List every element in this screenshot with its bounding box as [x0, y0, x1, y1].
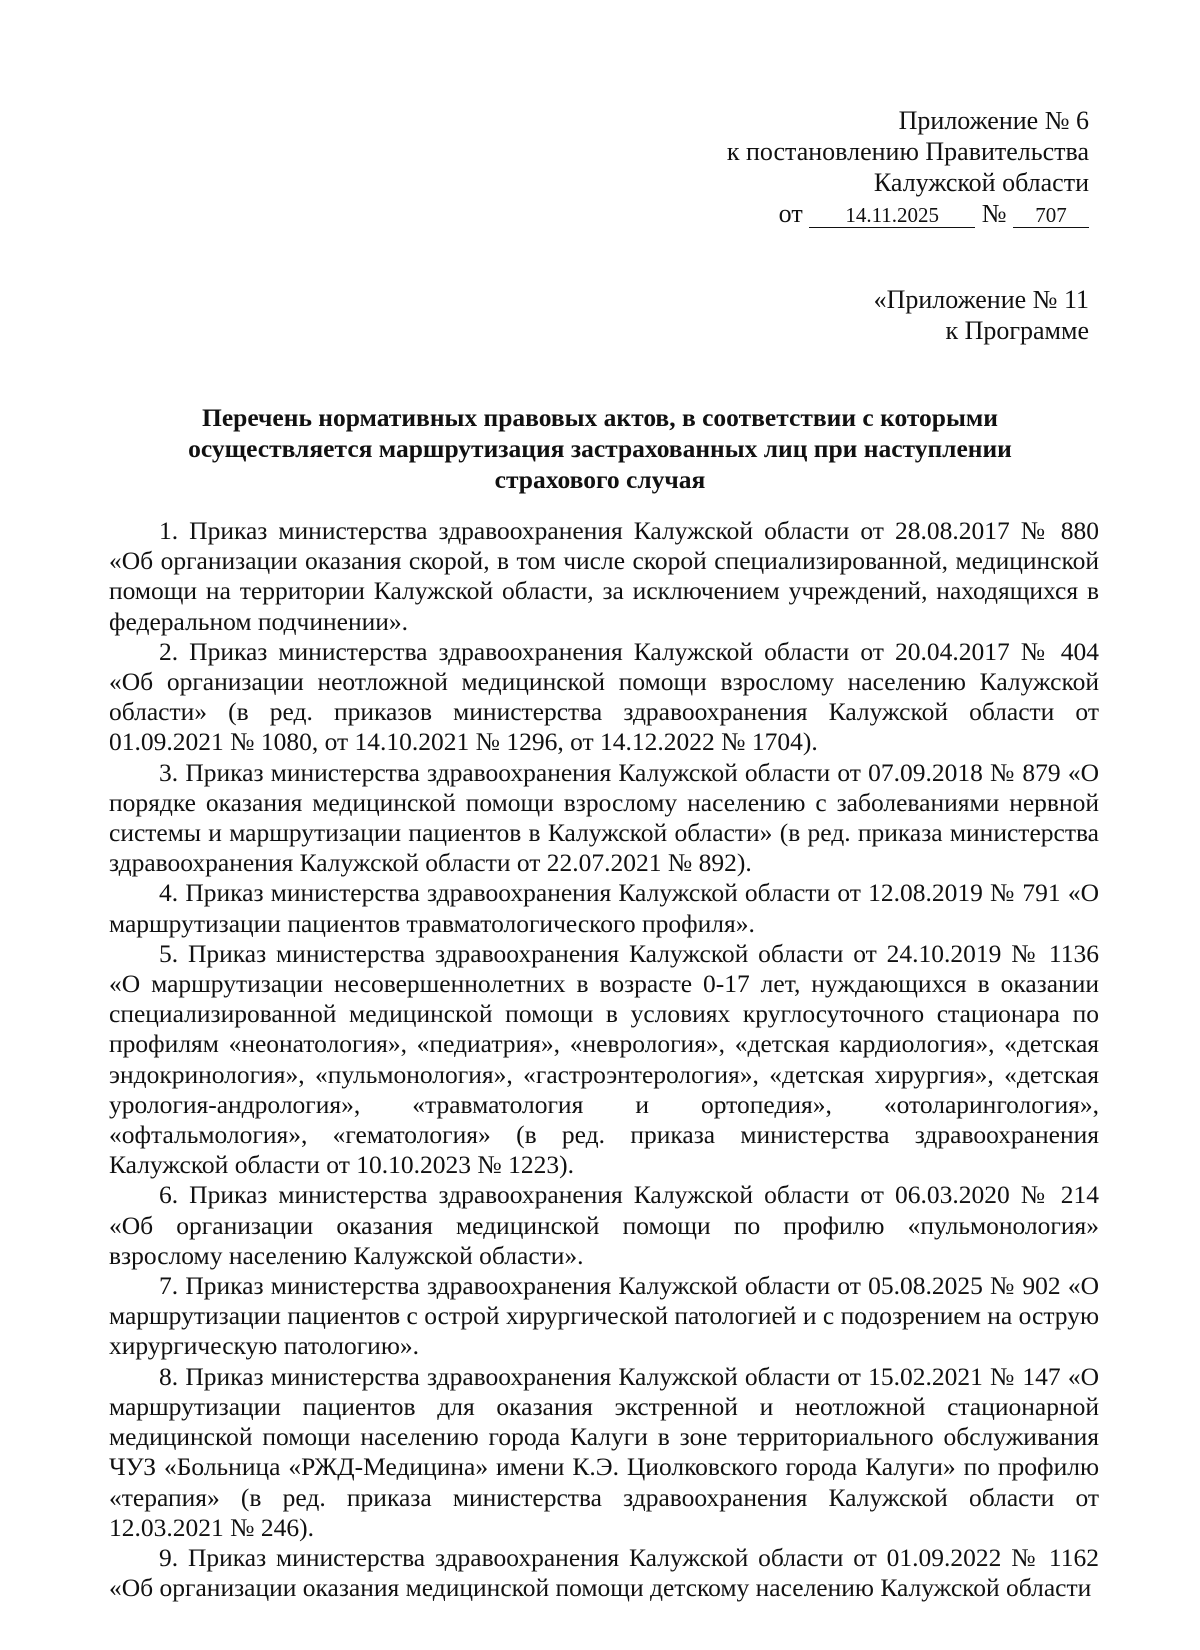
list-item: 5. Приказ министерства здравоохранения Калужской области от 24.10.2019 № 1136 «О маршрутизации несовершеннолетних в возрасте 0-17 лет, нуждающихся в оказании специализированной медицинской помощи в условиях круглосуточного стационара по профилям «неонатология», «педиатрия», «неврология», «детская кардиология», «детская эндокринология», «пульмонология», «гастроэнтерология», «детская хирургия», «детская урология-андрология», «травматология и ортопедия», «отоларингология», «офтальмология», «гематология» (в ред. приказа министерства здравоохранения Калужской области от 10.10.2023 № 1223). [109, 938, 1099, 1180]
list-item: 4. Приказ министерства здравоохранения Калужской области от 12.08.2019 № 791 «О маршрутизации пациентов травматологического профиля». [109, 878, 1099, 938]
list-item: 1. Приказ министерства здравоохранения Калужской области от 28.08.2017 № 880 «Об организации оказания скорой, в том числе скорой специализированной, медицинской помощи на территории Калужской области, за исключением учреждений, находящихся в федеральном подчинении». [109, 516, 1099, 636]
list-item: 8. Приказ министерства здравоохранения Калужской области от 15.02.2021 № 147 «О маршрутизации пациентов для оказания экстренной и неотложной стационарной медицинской помощи населению города Калуги в зоне территориального обслуживания ЧУЗ «Больница «РЖД-Медицина» имени К.Э. Циолковского города Калуги» по профилю «терапия» (в ред. приказа министерства здравоохранения Калужской области от 12.03.2021 № 246). [109, 1361, 1099, 1542]
date-number-line [727, 198, 1089, 229]
list-item: 7. Приказ министерства здравоохранения Калужской области от 05.08.2025 № 902 «О маршрутизации пациентов с острой хирургической патологией и с подозрением на острую хирургическую патологию». [109, 1271, 1099, 1361]
program-reference [874, 284, 1089, 346]
title-line-3: страхового случая [494, 465, 706, 494]
program-label: к Программе [945, 316, 1089, 345]
program-attachment-number: «Приложение № 11 [873, 285, 1089, 314]
document-title [110, 402, 1090, 495]
resolution-number: 707 [1013, 203, 1089, 228]
list-item: 2. Приказ министерства здравоохранения Калужской области от 20.04.2017 № 404 «Об организации неотложной медицинской помощи взрослому населению Калужской области» (в ред. приказов министерства здравоохранения Калужской области от 01.09.2021 № 1080, от 14.10.2021 № 1296, от 14.12.2022 № 1704). [109, 636, 1099, 757]
attachment-header [727, 105, 1089, 229]
list-item: 3. Приказ министерства здравоохранения Калужской области от 07.09.2018 № 879 «О порядке оказания медицинской помощи взрослому населению с заболеваниями нервной системы и маршрутизации пациентов в Калужской области» (в ред. приказа министерства здравоохранения Калужской области от 22.07.2021 № 892). [109, 757, 1099, 878]
resolution-reference: к постановлению Правительства [726, 137, 1089, 166]
title-line-1: Перечень нормативных правовых актов, в соответствии с которыми [202, 403, 998, 432]
acts-list [109, 516, 1099, 1603]
region-name: Калужской области [873, 168, 1089, 197]
date-prefix: от [778, 199, 803, 228]
list-item: 6. Приказ министерства здравоохранения Калужской области от 06.03.2020 № 214 «Об организации оказания медицинской помощи по профилю «пульмонология» взрослому населению Калужской области». [109, 1180, 1099, 1270]
number-prefix: № [981, 199, 1007, 228]
attachment-number: Приложение № 6 [898, 106, 1089, 135]
title-line-2: осуществляется маршрутизация застрахованных лиц при наступлении [188, 434, 1012, 463]
list-item: 9. Приказ министерства здравоохранения Калужской области от 01.09.2022 № 1162 «Об организации оказания медицинской помощи детскому населению Калужской области [109, 1542, 1099, 1603]
resolution-date: 14.11.2025 [809, 203, 975, 228]
